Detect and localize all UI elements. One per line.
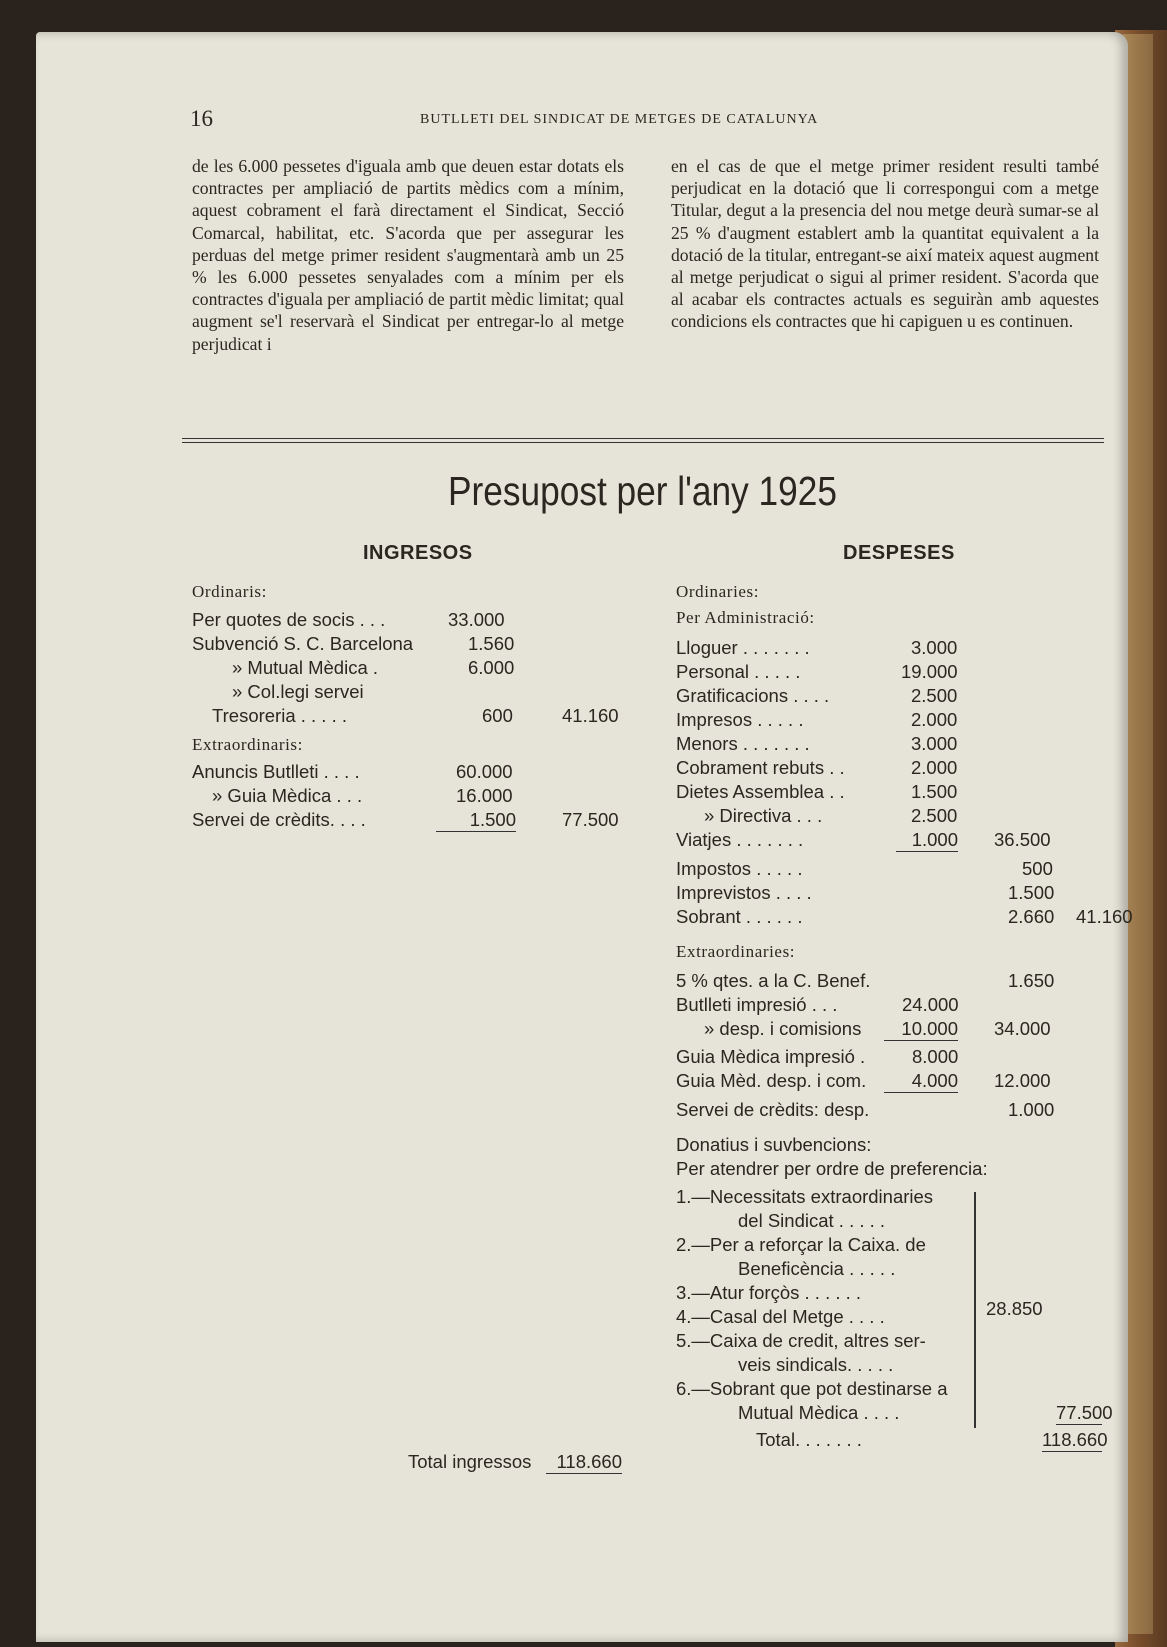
preferencia-total: 28.850 — [986, 1298, 1043, 1319]
despesa-row-amount: 1.000 — [896, 829, 958, 852]
despesa-row-label: » Directiva . . . — [704, 805, 823, 826]
ingres-row-amount: 1.560 — [468, 633, 515, 654]
despesa-row-label: Dietes Assemblea . . — [676, 781, 845, 802]
despesa-row-label: Butlleti impresió . . . — [676, 994, 838, 1015]
despesa-row-amount: 2.000 — [911, 709, 958, 730]
preferencia-item: 4.—Casal del Metge . . . . — [676, 1306, 885, 1327]
despesa-row-label: Sobrant . . . . . . — [676, 906, 803, 927]
preferencia-item: veis sindicals. . . . . — [738, 1354, 894, 1375]
despesa-row-label: Lloguer . . . . . . . — [676, 637, 810, 658]
despesa-row-label: Servei de crèdits: desp. — [676, 1099, 870, 1120]
despesa-row-label: Imprevistos . . . . — [676, 882, 812, 903]
despesa-row-amount: 24.000 — [902, 994, 959, 1015]
despesa-row-label: 5 % qtes. a la C. Benef. — [676, 970, 871, 991]
despesa-subtotal: 1.000 — [1008, 1099, 1055, 1120]
despesa-row-amount: 2.000 — [911, 757, 958, 778]
preferencia-item: del Sindicat . . . . . — [738, 1210, 886, 1231]
despesa-row-amount: 10.000 — [884, 1018, 958, 1041]
despesa-subtotal: 34.000 — [994, 1018, 1051, 1039]
document-page — [36, 32, 1133, 1642]
budget-title: Presupost per l'any 1925 — [448, 468, 837, 514]
page-number: 16 — [190, 106, 213, 131]
donatius-label: Donatius i suvbencions: — [676, 1134, 872, 1155]
ingres-subtotal: 41.160 — [562, 705, 619, 726]
despesa-row-amount: 2.500 — [911, 805, 958, 826]
despesa-row-amount: 8.000 — [912, 1046, 959, 1067]
despesa-row-amount: 4.000 — [884, 1070, 958, 1093]
despesa-row-amount: 2.500 — [911, 685, 958, 706]
ingres-row-amount: 33.000 — [448, 609, 505, 630]
despesa-row-label: Guia Mèd. desp. i com. — [676, 1070, 867, 1091]
despesa-row-label: Impostos . . . . . — [676, 858, 803, 879]
ingres-subtotal: 77.500 — [562, 809, 619, 830]
despeses-ordinaries-label: Ordinaries: — [676, 582, 760, 601]
despesa-row-label: Personal . . . . . — [676, 661, 801, 682]
total-ingressos-amount: 118.660 — [546, 1451, 622, 1474]
intro-right-column: en el cas de que el metge primer resident resulti també perjudicat en la dotació que li correspongui com a metge Titular, degut a la presencia del nou metge deurà sumar-se al 25 % d'augment establert amb la quantitat equivalent a la dotació de la titular, entregant-se així mateix aquest augment al metge perjudicat o sigui al primer resident. S'acorda que al acabar els contractes actuals es seguiràn amb aquestes condicions els contractes que hi capiguen u es continuen. — [671, 156, 1099, 332]
despesa-row-amount: 19.000 — [901, 661, 958, 682]
preferencia-item: 3.—Atur forçòs . . . . . . — [676, 1282, 862, 1303]
ingres-row-label: » Mutual Mèdica . — [232, 657, 379, 678]
preferencia-item: 6.—Sobrant que pot destinarse a — [676, 1378, 948, 1399]
despesa-subtotal: 36.500 — [994, 829, 1051, 850]
preferencia-item: 5.—Caixa de credit, altres ser- — [676, 1330, 926, 1351]
ingres-row-amount: 600 — [482, 705, 513, 726]
despesa-row-amount: 1.500 — [911, 781, 958, 802]
despeses-extra-label: Extraordinaries: — [676, 942, 796, 961]
despesa-row-label: Guia Mèdica impresió . — [676, 1046, 866, 1067]
despesa-subtotal: 1.650 — [1008, 970, 1055, 991]
despesa-row-amount: 3.000 — [911, 733, 958, 754]
ingres-row-amount: 1.500 — [436, 809, 516, 832]
ingresos-heading: INGRESOS — [363, 542, 473, 564]
rule-bottom — [182, 442, 1104, 443]
despesa-row-label: Gratificacions . . . . — [676, 685, 830, 706]
ingres-row-label: » Guia Mèdica . . . — [212, 785, 363, 806]
despeses-extra-total: 77.500 — [1056, 1402, 1113, 1423]
despeses-ordinaries-total: 41.160 — [1076, 906, 1133, 927]
preferencia-item: Mutual Mèdica . . . . — [738, 1402, 900, 1423]
despeses-heading: DESPESES — [843, 542, 955, 564]
ingres-row-label: Servei de crèdits. . . . — [192, 809, 366, 830]
ingres-row-label: Anuncis Butlleti . . . . — [192, 761, 360, 782]
despesa-row-label: » desp. i comisions — [704, 1018, 862, 1039]
preferencia-item: 2.—Per a reforçar la Caixa. de — [676, 1234, 926, 1255]
rule-top — [182, 438, 1104, 439]
ingresos-ordinaris-label: Ordinaris: — [192, 582, 267, 601]
preferencia-item: Beneficència . . . . . — [738, 1258, 896, 1279]
intro-left-column: de les 6.000 pessetes d'iguala amb que deuen estar dotats els contractes per ampliació de partits mèdics com a mínim, aquest cobrament el farà directament el Sindicat, Secció Comarcal, habilitat, etc. S'acorda que per assegurar les perduas del metge primer resident s'augmentarà amb un 25 % les 6.000 pessetes senyalades com a mínim per els contractes d'iguala per ampliació de partit mèdic limitat; qual augment se'l reservarà el Sindicat per entregar-lo al metge perjudicat i — [192, 156, 624, 354]
curly-brace — [968, 1192, 976, 1428]
despesa-subtotal: 1.500 — [1008, 882, 1055, 903]
ingres-row-amount: 60.000 — [456, 761, 513, 782]
ingres-row-label: Subvenció S. C. Barcelona — [192, 633, 414, 654]
despesa-subtotal: 2.660 — [1008, 906, 1055, 927]
despesa-row-label: Menors . . . . . . . — [676, 733, 810, 754]
total-despeses-label: Total. . . . . . . — [756, 1429, 862, 1450]
total-ingressos-label: Total ingressos — [408, 1451, 532, 1472]
running-title: BUTLLETI DEL SINDICAT DE METGES DE CATALUNYA — [420, 112, 819, 127]
despesa-subtotal: 12.000 — [994, 1070, 1051, 1091]
ingres-row-amount: 6.000 — [468, 657, 515, 678]
ingres-row-label: Tresoreria . . . . . — [212, 705, 348, 726]
despesa-row-label: Cobrament rebuts . . — [676, 757, 845, 778]
total-despeses-amount: 118.660 — [1042, 1429, 1108, 1450]
despesa-row-label: Viatjes . . . . . . . — [676, 829, 804, 850]
ingresos-extra-label: Extraordinaris: — [192, 735, 303, 754]
ingres-row-label: Per quotes de socis . . . — [192, 609, 386, 630]
ingres-row-label: » Col.legi servei — [232, 681, 364, 702]
despesa-row-amount: 3.000 — [911, 637, 958, 658]
despesa-row-label: Impresos . . . . . — [676, 709, 804, 730]
despesa-subtotal: 500 — [1022, 858, 1053, 879]
despeses-administracio-label: Per Administració: — [676, 608, 815, 627]
preferencia-item: 1.—Necessitats extraordinaries — [676, 1186, 934, 1207]
preferencia-label: Per atendrer per ordre de preferencia: — [676, 1158, 988, 1179]
ingres-row-amount: 16.000 — [456, 785, 513, 806]
